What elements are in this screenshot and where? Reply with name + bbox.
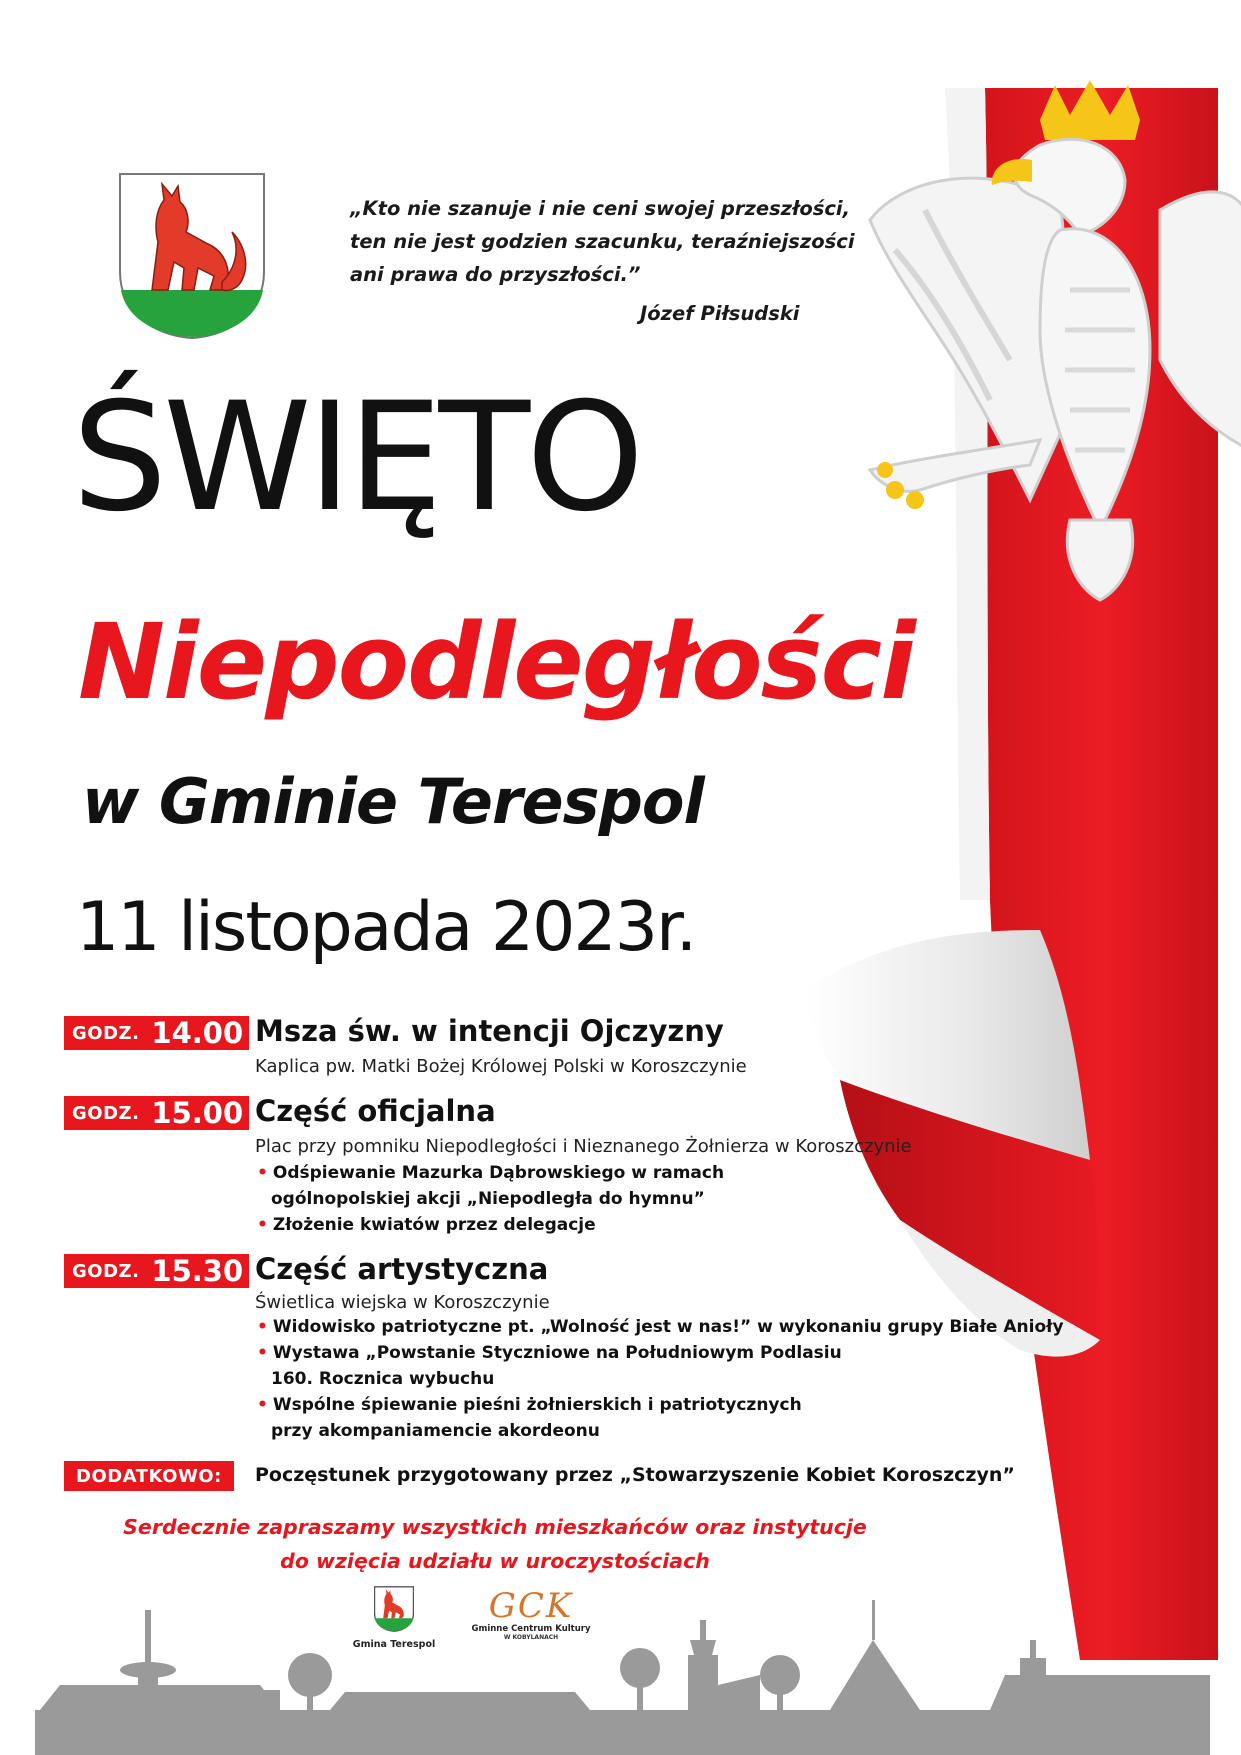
pilsudski-quote [350, 192, 870, 291]
gck-sublabel: W KOBYLANACH [503, 1634, 559, 1641]
event-place: Świetlica wiejska w Koroszczynie [255, 1292, 550, 1313]
invitation [0, 1510, 990, 1578]
extra-badge: DODATKOWO: [64, 1461, 234, 1491]
headline-gmina: w Gminie Terespol [82, 765, 704, 838]
list-item: • Złożenie kwiatów przez delegacje [257, 1215, 596, 1235]
village-skyline-illustration [0, 1580, 1241, 1755]
event-place: Plac przy pomniku Niepodległości i Nieznanego Żołnierza w Koroszczynie [255, 1136, 912, 1157]
event-title: Msza św. w intencji Ojczyzny [255, 1014, 724, 1048]
invitation-line: do wzięcia udziału w uroczystościach [280, 1549, 710, 1573]
godz-label: GODZ. [72, 1022, 140, 1044]
time-badge-3 [64, 1254, 249, 1288]
gmina-label: Gmina Terespol [352, 1639, 436, 1650]
gmina-coat-of-arms-icon [374, 1586, 414, 1632]
quote-line: „Kto nie szanuje i nie ceni swojej przeszłości, [350, 197, 851, 220]
gmina-terespol-logo [352, 1586, 436, 1650]
time-badge-1 [64, 1016, 249, 1050]
list-item: • Wystawa „Powstanie Styczniowe na Południowym Podlasiu 160. Rocznica wybuchu [257, 1343, 842, 1389]
list-item: • Widowisko patriotyczne pt. „Wolność jest w nas!” w wykonaniu grupy Białe Anioły [257, 1317, 1064, 1337]
quote-line: ten nie jest godzien szacunku, teraźniejszości [350, 230, 855, 253]
event-title: Część artystyczna [255, 1252, 549, 1286]
terespol-coat-of-arms-icon [118, 172, 266, 340]
quote-author: Józef Piłsudski [640, 302, 800, 325]
godz-label: GODZ. [72, 1102, 140, 1124]
event-time: 14.00 [151, 1016, 244, 1050]
event-time: 15.00 [151, 1096, 244, 1130]
event-time: 15.30 [151, 1254, 244, 1288]
time-badge-2 [64, 1096, 249, 1130]
list-item: • Odśpiewanie Mazurka Dąbrowskiego w ramach ogólnopolskiej akcji „Niepodległa do hymnu” [257, 1163, 725, 1209]
headline-swieto: ŚWIĘTO [72, 371, 641, 545]
gck-logo [466, 1588, 596, 1641]
event-date: 11 listopada 2023r. [76, 888, 696, 967]
event-title: Część oficjalna [255, 1094, 496, 1128]
headline-niepodleglosci: Niepodległości [78, 601, 914, 723]
list-item: • Wspólne śpiewanie pieśni żołnierskich i patriotycznych przy akompaniamencie akordeonu [257, 1395, 802, 1441]
quote-line: ani prawa do przyszłości.” [350, 263, 641, 286]
godz-label: GODZ. [72, 1260, 140, 1282]
gck-label: Gminne Centrum Kultury [471, 1624, 591, 1634]
gck-mark: GCK [488, 1586, 574, 1626]
event-place: Kaplica pw. Matki Bożej Królowej Polski w Koroszczynie [255, 1056, 747, 1077]
invitation-line: Serdecznie zapraszamy wszystkich mieszkańców oraz instytucje [123, 1515, 867, 1539]
extra-text: Poczęstunek przygotowany przez „Stowarzyszenie Kobiet Koroszczyn” [255, 1464, 1015, 1486]
